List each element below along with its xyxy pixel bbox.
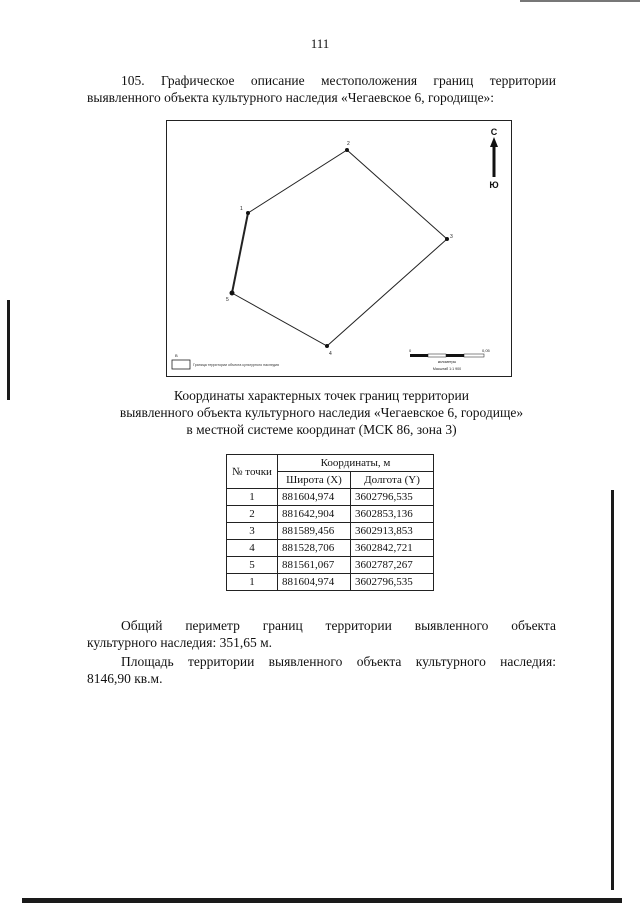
point-marker-1 [246, 211, 250, 215]
map-legend [172, 353, 279, 369]
point-label-2: 2 [347, 141, 350, 147]
point-marker-2 [345, 148, 349, 152]
scale-unit-label: километры [437, 360, 457, 364]
latitude-cell: 881604,974 [278, 489, 351, 506]
compass-north-label: С [490, 127, 498, 137]
scale-start-label: 0 [409, 348, 412, 353]
table-caption [87, 387, 556, 438]
scan-bottom-edge-mark [22, 898, 622, 903]
table-row [227, 557, 434, 574]
latitude-cell: 881642,904 [278, 506, 351, 523]
heading-line-1: 105. Графическое описание местоположения границ территории [121, 73, 556, 88]
scan-right-edge-mark [611, 490, 614, 890]
point-number-cell: 3 [227, 523, 278, 540]
legend-swatch [172, 360, 190, 369]
longitude-cell: 3602796,535 [351, 489, 434, 506]
boundary-thick-segment [232, 213, 248, 293]
heading [87, 72, 556, 106]
col-header-point: № точки [227, 455, 278, 489]
point-label-3: 3 [450, 234, 453, 240]
scale-bar [409, 348, 491, 371]
coordinates-table [226, 454, 434, 591]
point-label-4: 4 [329, 351, 332, 357]
latitude-cell: 881528,706 [278, 540, 351, 557]
table-row [227, 540, 434, 557]
legend-text: Граница территории объекта культурного наследия [193, 363, 279, 367]
col-header-coords: Координаты, м [278, 455, 434, 472]
table-row [227, 523, 434, 540]
legend-letter: В [175, 353, 178, 358]
longitude-cell: 3602787,267 [351, 557, 434, 574]
perimeter-line-1: Общий периметр границ территории выявленного объекта [121, 618, 556, 633]
scale-end-label: 0,05 [482, 348, 490, 353]
scale-bar-segment-4 [464, 354, 484, 357]
point-label-1: 1 [240, 206, 243, 212]
point-label-5: 5 [226, 297, 229, 303]
point-marker-5 [230, 291, 235, 296]
scan-top-right-mark [520, 0, 640, 2]
caption-line-3: в местной системе координат (МСК 86, зона 3) [186, 422, 457, 437]
north-arrow [489, 127, 498, 190]
table-row [227, 489, 434, 506]
caption-line-1: Координаты характерных точек границ территории [174, 388, 469, 403]
point-number-cell: 2 [227, 506, 278, 523]
page-number: 111 [310, 36, 330, 51]
scan-left-edge-mark [7, 300, 10, 400]
area-paragraph [87, 653, 556, 687]
longitude-cell: 3602853,136 [351, 506, 434, 523]
boundary-map [166, 120, 512, 377]
longitude-cell: 3602796,535 [351, 574, 434, 591]
latitude-cell: 881561,067 [278, 557, 351, 574]
perimeter-line-2: культурного наследия: 351,65 м. [87, 635, 273, 650]
boundary-polygon [232, 150, 447, 346]
point-marker-4 [325, 344, 329, 348]
latitude-cell: 881589,456 [278, 523, 351, 540]
scale-bar-segment-2 [428, 354, 446, 357]
latitude-cell: 881604,974 [278, 574, 351, 591]
area-line-1: Площадь территории выявленного объекта культурного наследия: [121, 654, 556, 669]
longitude-cell: 3602842,721 [351, 540, 434, 557]
point-marker-3 [445, 237, 449, 241]
perimeter-paragraph [87, 617, 556, 651]
table-row [227, 506, 434, 523]
table-row [227, 574, 434, 591]
heading-line-2: выявленного объекта культурного наследия «Чегаевское 6, городище»: [87, 90, 495, 105]
point-number-cell: 1 [227, 489, 278, 506]
col-header-x: Широта (X) [278, 472, 351, 489]
scale-ratio-label: Масштаб 1:1 900 [432, 367, 462, 371]
compass-south-label: Ю [489, 180, 499, 190]
caption-line-2: выявленного объекта культурного наследия «Чегаевское 6, городище» [119, 405, 524, 420]
col-header-y: Долгота (Y) [351, 472, 434, 489]
area-line-2: 8146,90 кв.м. [87, 671, 163, 686]
scale-bar-segment-1 [410, 354, 428, 357]
point-number-cell: 5 [227, 557, 278, 574]
point-number-cell: 4 [227, 540, 278, 557]
longitude-cell: 3602913,853 [351, 523, 434, 540]
scale-bar-segment-3 [446, 354, 464, 357]
point-number-cell: 1 [227, 574, 278, 591]
